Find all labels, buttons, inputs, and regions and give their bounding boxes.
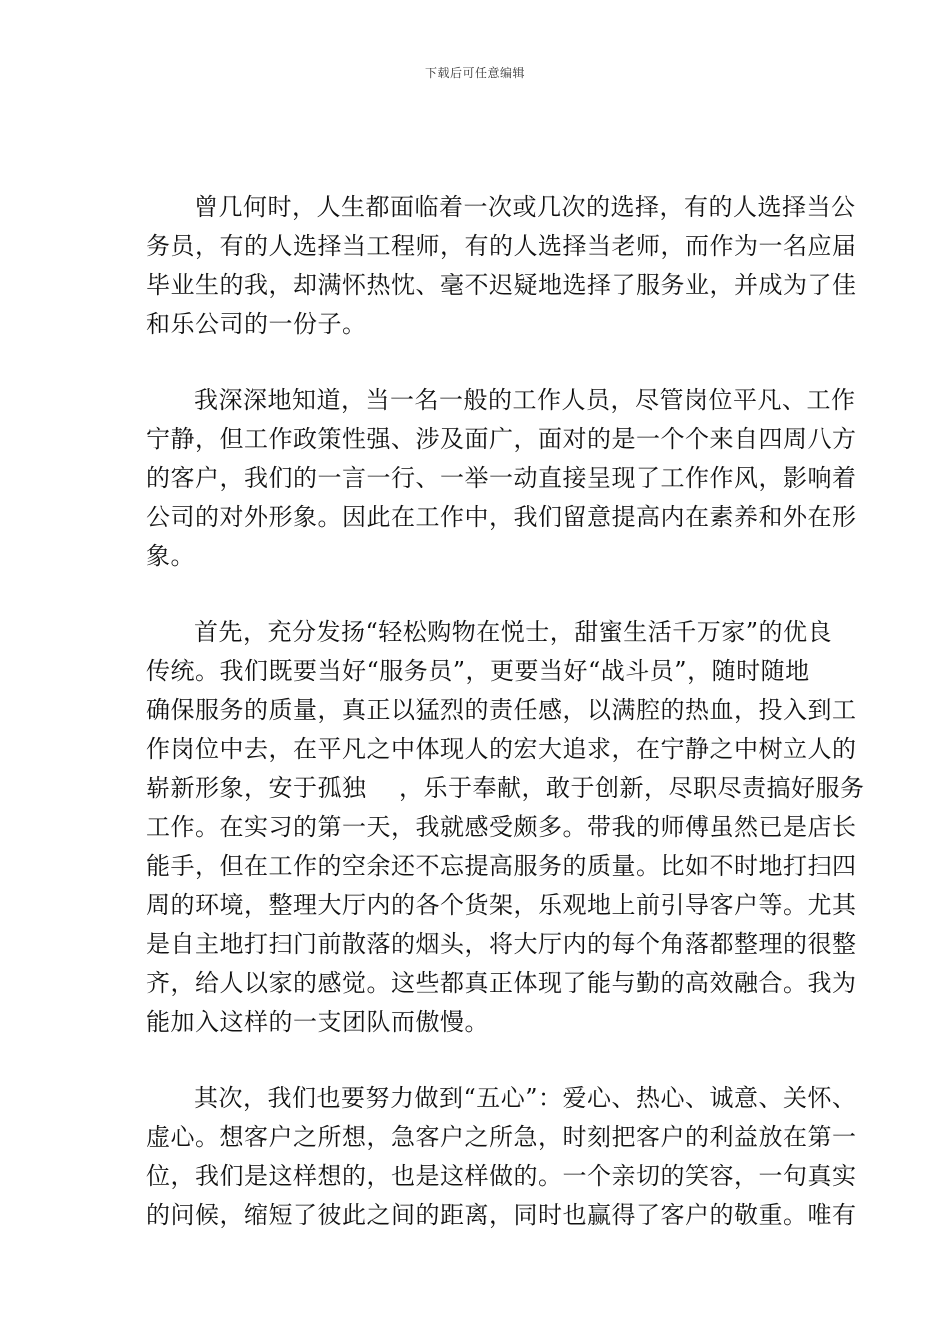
text-line: 象。 [146, 542, 195, 570]
paragraph-1 [146, 188, 857, 344]
page-header: 下载后可任意编辑 [424, 66, 525, 80]
text-line: 和乐公司的一份子。 [146, 310, 367, 338]
text-line: 虚心。想客户之所想，急客户之所急，时刻把客户的利益放在第一 [146, 1123, 857, 1151]
text-line: 工作。在实习的第一天，我就感受颇多。带我的师傅虽然已是店长 [146, 813, 857, 841]
text-line: 作岗位中去，在平凡之中体现人的宏大追求，在宁静之中树立人的 [146, 735, 857, 763]
paragraph-2 [146, 381, 857, 576]
text-line: 能手，但在工作的空余还不忘提高服务的质量。比如不时地打扫四 [146, 852, 857, 880]
text-line: 齐，给人以家的感觉。这些都真正体现了能与勤的高效融合。我为 [146, 969, 857, 997]
text-line: 传统。我们既要当好“服务员”，更要当好“战斗员”，随时随地 [146, 657, 810, 685]
paragraph-3 [146, 613, 865, 1042]
text-line: 能加入这样的一支团队而傲慢。 [146, 1008, 489, 1036]
text-line: 我深深地知道，当一名一般的工作人员，尽管岗位平凡、工作 [194, 386, 856, 414]
text-line: 务员，有的人选择当工程师，有的人选择当老师，而作为一名应届 [146, 232, 857, 260]
paragraph-4 [146, 1079, 857, 1235]
text-line: 宁静，但工作政策性强、涉及面广，面对的是一个个来自四周八方 [146, 425, 857, 453]
text-line: 的客户，我们的一言一行、一举一动直接呈现了工作作风，影响着 [146, 464, 857, 492]
text-line: 毕业生的我，却满怀热忱、毫不迟疑地选择了服务业，并成为了佳 [146, 271, 857, 299]
text-line: 是自主地打扫门前散落的烟头，将大厅内的每个角落都整理的很整 [146, 930, 857, 958]
text-line: 确保服务的质量，真正以猛烈的责任感，以满腔的热血，投入到工 [146, 696, 857, 724]
text-line: 首先，充分发扬“轻松购物在悦士，甜蜜生活千万家”的优良 [194, 618, 833, 646]
text-line: 位，我们是这样想的，也是这样做的。一个亲切的笑容，一句真实 [146, 1162, 857, 1190]
text-line: 其次，我们也要努力做到“五心”：爱心、热心、诚意、关怀、 [194, 1084, 857, 1112]
text-line: 曾几何时，人生都面临着一次或几次的选择，有的人选择当公 [194, 193, 856, 221]
text-line: 周的环境，整理大厅内的各个货架，乐观地上前引导客户等。尤其 [146, 891, 857, 919]
text-line: 的问候，缩短了彼此之间的距离，同时也赢得了客户的敬重。唯有 [146, 1201, 857, 1229]
document-body [146, 188, 865, 1272]
text-line: 公司的对外形象。因此在工作中，我们留意提高内在素养和外在形 [146, 503, 857, 531]
text-line: 崭新形象，安于孤独 ，乐于奉献，敢于创新，尽职尽责搞好服务 [146, 774, 865, 802]
